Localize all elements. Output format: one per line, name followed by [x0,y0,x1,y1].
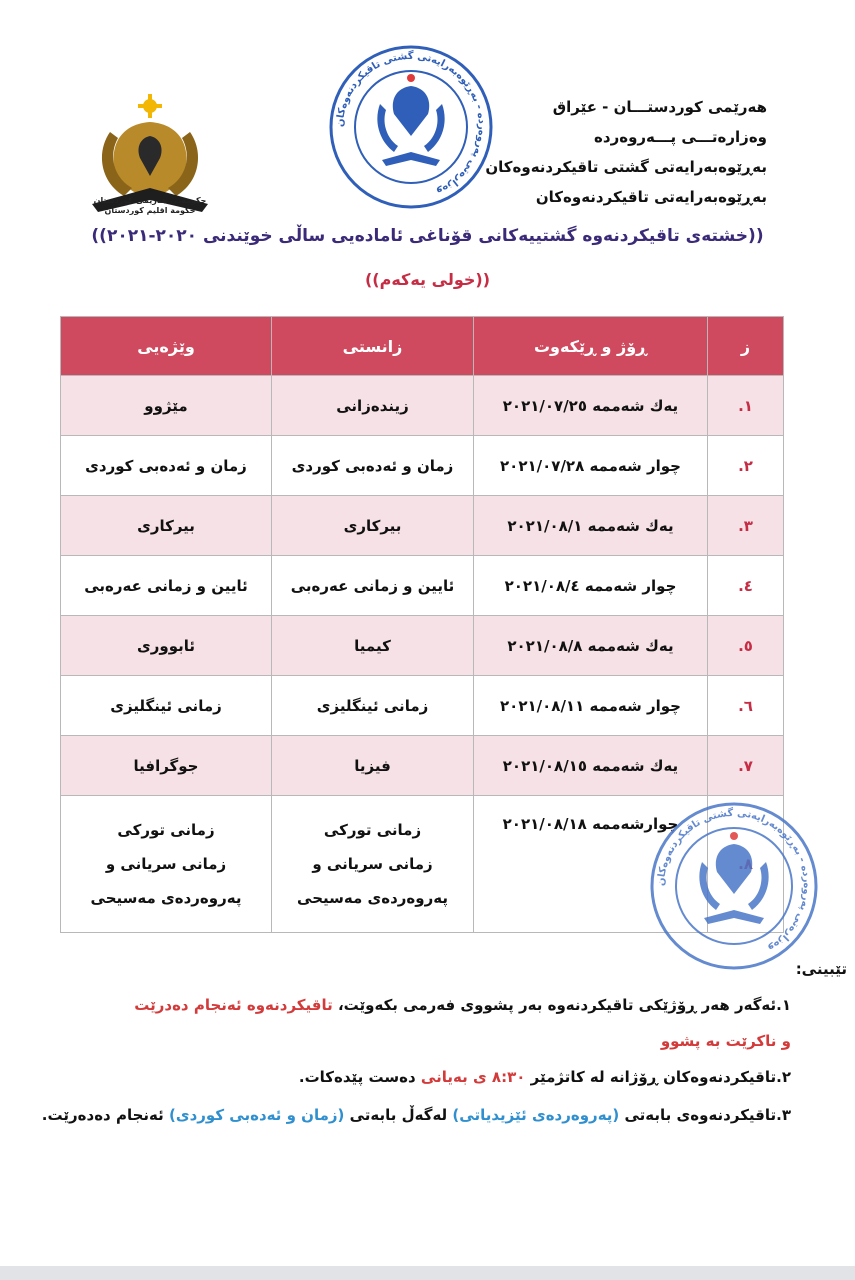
row-number: ٢. [708,436,784,496]
note-1-continuation: و ناكرێت بە پشوو [660,1032,791,1050]
note-2-time: ٨:٣٠ ی بەیانی [420,1068,526,1086]
row-science: كیمیا [272,616,474,676]
note-2-text: ٢.تاقیكردنەوەكان ڕۆژانە لە كاتژمێر [525,1068,791,1086]
table-row [61,616,784,676]
table-row [61,376,784,436]
svg-text:وەزارەتی پەروەردە - بەڕێوەبەرا: وەزارەتی پەروەردە - بەڕێوەبەرایەتی گشتی تاقیکردنەوەكان [334,50,488,198]
note-3-subject-2: (زمان و ئەدەبی كوردی) [169,1106,345,1124]
header-literary: وێژەیی [61,317,272,376]
header-number: ز [708,317,784,376]
row-date: یەك شەممە ٢٠٢١/٠٧/٢٥ [474,376,708,436]
note-3 [42,1106,791,1124]
note-3-suffix: ئەنجام دەدەرێت. [41,1106,169,1124]
header-ministry: وەزارەتـــی پـــەروەردە [594,128,767,146]
row-number: ١. [708,376,784,436]
header-general-directorate: بەڕێوەبەرایەتی گشتی تاقیکردنەوەكان [485,158,767,176]
science-subject-line: پەروەردەی مەسیحی [297,889,448,907]
row-number: ٤. [708,556,784,616]
row-literary: مێژوو [61,376,272,436]
row-number: ٦. [708,676,784,736]
row-science: زیندەزانی [272,376,474,436]
row-literary: ئایین و زمانی عەرەبی [61,556,272,616]
header-region: هەرێمی كوردستـــان - عێراق [552,98,767,116]
note-1 [134,996,791,1014]
row-date: چوار شەممە ٢٠٢١/٠٨/١١ [474,676,708,736]
table-row [61,496,784,556]
row-science: زمان و ئەدەبی كوردی [272,436,474,496]
science-subject-line: زمانی توركی [323,821,422,839]
emblem-caption: حكومەتی هەرێمی كوردستان حكومة اقليم كوردستان [93,196,207,215]
science-subject-line: زمانی سریانی و [312,855,433,873]
row-literary: زمان و ئەدەبی كوردی [61,436,272,496]
table-header-row [61,317,784,376]
row-science: زمانی ئینگلیزی [272,676,474,736]
row-date: چوار شەممە ٢٠٢١/٠٧/٢٨ [474,436,708,496]
note-1-highlight: تاقیكردنەوە ئەنجام دەدرێت [134,996,333,1014]
row-number: ٥. [708,616,784,676]
row-literary: زمانی ئینگلیزی [61,676,272,736]
ministry-stamp-icon [648,800,820,972]
header-science: زانستی [272,317,474,376]
note-3-subject-1: (پەروەردەی ئێزیدیاتی) [452,1106,620,1124]
row-date: چوار شەممە ٢٠٢١/٠٨/٤ [474,556,708,616]
row-science: فیزیا [272,736,474,796]
row-science [272,796,474,933]
row-number: ٧. [708,736,784,796]
row-literary: جوگرافیا [61,736,272,796]
ministry-seal-icon [328,44,494,210]
notes-heading: تێبینی: [795,960,847,978]
table-row [61,736,784,796]
row-date: یەك شەممە ٢٠٢١/٠٨/١٥ [474,736,708,796]
literary-subject-line: پەروەردەی مەسیحی [90,889,242,907]
literary-subject-line: زمانی سریانی و [105,855,227,873]
row-literary: بیركاری [61,496,272,556]
table-row [61,436,784,496]
row-date: یەك شەممە ٢٠٢١/٠٨/٨ [474,616,708,676]
schedule-title: ((خشتەی تاقیکردنەوە گشتییەکانی قۆناغی ئامادەیی ساڵی خوێندنی ٢٠٢٠-٢٠٢١)) [91,226,764,246]
note-1-text: ١.ئەگەر هەر ڕۆژێكی تاقیكردنەوە بەر پشووی فەرمی بكەوێت، [332,996,791,1014]
schedule-subtitle: ((خولی یەكەم)) [364,270,491,289]
svg-text:وەزارەتی پەروەردە - بەڕێوەبەرا: وەزارەتی پەروەردە - بەڕێوەبەرایەتی گشتی تاقیکردنەوەكان [655,807,813,955]
table-row [61,676,784,736]
row-date-text: چوارشەممە ٢٠٢١/٠٨/١٨ [502,815,679,833]
row-science: بیركاری [272,496,474,556]
row-literary [61,796,272,933]
note-2 [299,1068,791,1086]
header-directorate: بەڕێوەبەرایەتی تاقیکردنەوەكان [535,188,767,206]
header-date: ڕۆژ و ڕێكەوت [474,317,708,376]
bottom-bar [0,1266,855,1280]
row-literary: ئابووری [61,616,272,676]
note-3-text: ٣.تاقیكردنەوەی بابەتی [619,1106,791,1124]
note-3-mid: لەگەڵ بابەتی [344,1106,453,1124]
note-2-suffix: دەست پێدەكات. [298,1068,421,1086]
table-row [61,556,784,616]
row-date: یەك شەممە ٢٠٢١/٠٨/١ [474,496,708,556]
row-science: ئایین و زمانی عەرەبی [272,556,474,616]
row-number: ٣. [708,496,784,556]
literary-subject-line: زمانی توركی [117,821,215,839]
